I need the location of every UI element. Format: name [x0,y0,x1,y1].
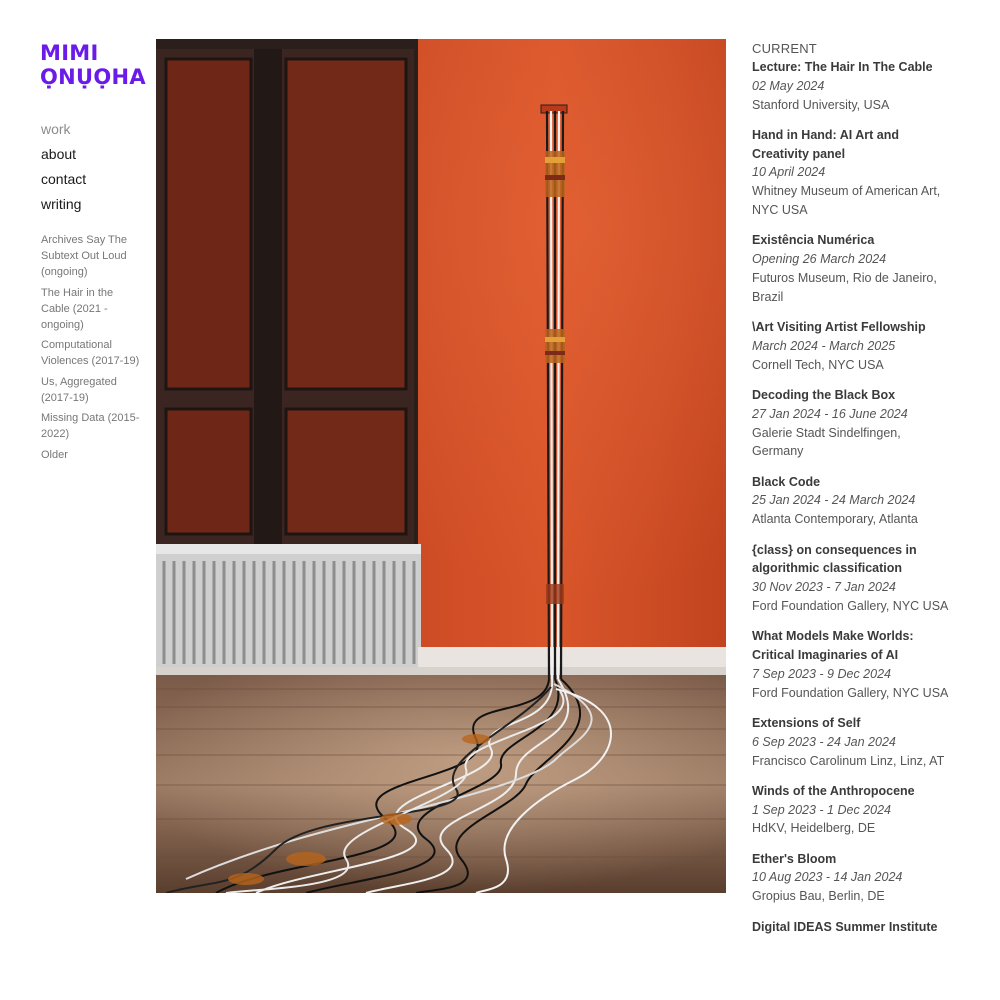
event-date: 7 Sep 2023 - 9 Dec 2024 [752,666,891,681]
event-title[interactable]: Extensions of Self [752,715,861,730]
event-title[interactable]: Digital IDEAS Summer Institute [752,919,938,934]
event-title[interactable]: Black Code [752,474,821,489]
events-list [752,39,952,948]
event-date: 30 Nov 2023 - 7 Jan 2024 [752,580,896,595]
event-date: 02 May 2024 [752,78,825,93]
event-item [752,627,952,702]
event-date: Opening 26 March 2024 [752,252,887,267]
event-item [752,318,952,374]
logo-line-last: ỌNỤỌHA [40,65,146,89]
event-date: 6 Sep 2023 - 24 Jan 2024 [752,734,896,749]
nav-item-contact[interactable]: contact [41,171,87,187]
project-link[interactable]: Missing Data (2015-2022) [41,412,140,440]
event-date: 1 Sep 2023 - 1 Dec 2024 [752,802,891,817]
event-venue: HdKV, Heidelberg, DE [752,821,876,836]
event-date: 10 April 2024 [752,165,826,180]
event-title[interactable]: Winds of the Anthropocene [752,783,915,798]
nav-item-work[interactable]: work [41,121,71,137]
event-title[interactable]: {class} on consequences in algorithmic classification [752,542,917,576]
event-venue: Gropius Bau, Berlin, DE [752,889,885,904]
event-item [752,850,952,906]
event-item [752,541,952,616]
nav-item-writing[interactable]: writing [41,196,82,212]
project-list [41,232,141,467]
event-title[interactable]: Decoding the Black Box [752,387,896,402]
site-logo[interactable] [40,41,146,89]
project-link[interactable]: Computational Violences (2017-19) [41,339,140,367]
project-link-older[interactable]: Older [41,448,68,461]
event-title[interactable]: Lecture: The Hair In The Cable [752,60,933,74]
event-title[interactable]: Ether's Bloom [752,851,837,866]
event-venue: Futuros Museum, Rio de Janeiro, Brazil [752,270,937,304]
event-venue: Cornell Tech, NYC USA [752,357,884,372]
event-venue: Ford Foundation Gallery, NYC USA [752,685,949,700]
event-title[interactable]: Existência Numérica [752,233,875,248]
event-item [752,58,952,114]
event-date: March 2024 - March 2025 [752,338,896,353]
event-venue: Stanford University, USA [752,97,890,112]
event-date: 25 Jan 2024 - 24 March 2024 [752,493,916,508]
logo-line-first: MIMI [40,41,99,65]
event-item [752,918,952,937]
event-date: 27 Jan 2024 - 16 June 2024 [752,406,908,421]
event-title[interactable]: What Models Make Worlds: Critical Imaginaries of AI [752,629,914,663]
hero-image[interactable] [156,39,726,893]
event-item [752,782,952,838]
event-item [752,126,952,220]
event-venue: Ford Foundation Gallery, NYC USA [752,598,949,613]
event-venue: Galerie Stadt Sindelfingen, Germany [752,425,901,459]
event-item [752,231,952,306]
nav-item-about[interactable]: about [41,146,77,162]
project-link[interactable]: The Hair in the Cable (2021 - ongoing) [41,286,114,331]
installation-photo [156,39,726,893]
event-venue: Francisco Carolinum Linz, Linz, AT [752,753,945,768]
event-venue: Atlanta Contemporary, Atlanta [752,512,918,527]
section-label-current: CURRENT [752,41,817,56]
main-nav [41,117,86,217]
event-item [752,473,952,529]
project-link[interactable]: Archives Say The Subtext Out Loud (ongoing) [41,234,128,278]
event-item [752,714,952,770]
event-date: 10 Aug 2023 - 14 Jan 2024 [752,870,903,885]
event-venue: Whitney Museum of American Art, NYC USA [752,184,941,218]
event-title[interactable]: Hand in Hand: AI Art and Creativity panel [752,127,899,161]
event-title[interactable]: \Art Visiting Artist Fellowship [752,320,926,335]
project-link[interactable]: Us, Aggregated (2017-19) [41,375,117,404]
event-item [752,386,952,461]
